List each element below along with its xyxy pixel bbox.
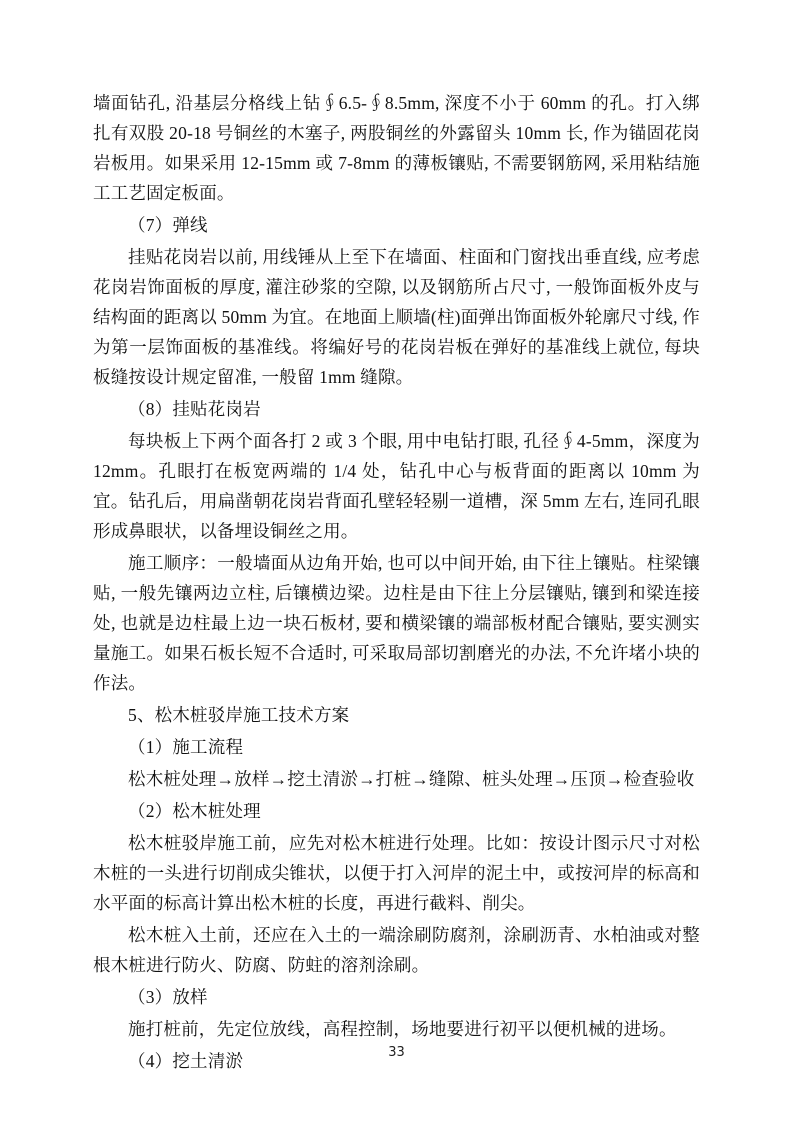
- paragraph: 施工顺序：一般墙面从边角开始, 也可以中间开始, 由下往上镶贴。柱梁镶贴, 一般先镶两边立柱, 后镶横边梁。边柱是由下往上分层镶贴, 镶到和梁连接处, 也就是边柱最上边一块石板材, 要和横梁镶的端部板材配合镶贴, 要实测实量施工。如果石板长短不合适时, 可采取局部切割磨光的办法, 不允许堵小块的作法。: [93, 553, 700, 693]
- paragraph: 每块板上下两个面各打 2 或 3 个眼, 用中电钻打眼, 孔径∮4-5mm，深度为 12mm。孔眼打在板宽两端的 1/4 处，钻孔中心与板背面的距离以 10mm 为宜。钻孔后，用扁凿朝花岗岩背面孔壁轻轻剔一道槽，深 5mm 左右, 连同孔眼形成鼻眼状，以备埋设铜丝之用。: [93, 431, 700, 541]
- page-number: 33: [388, 1045, 405, 1060]
- heading-1-shigong-liucheng: （1）施工流程: [128, 737, 244, 757]
- heading-7-tanxian: （7）弹线: [128, 215, 208, 235]
- paragraph: 松木桩驳岸施工前，应先对松木桩进行处理。比如：按设计图示尺寸对松木桩的一头进行切削成尖锥状，以便于打入河岸的泥土中，或按河岸的标高和水平面的标高计算出松木桩的长度，再进行截料、削尖。: [93, 833, 700, 913]
- paragraph: 挂贴花岗岩以前, 用线锤从上至下在墙面、柱面和门窗找出垂直线, 应考虑花岗岩饰面板的厚度, 灌注砂浆的空隙, 以及钢筋所占尺寸, 一般饰面板外皮与结构面的距离以 50mm 为宜。在地面上顺墙(柱)面弹出饰面板外轮廓尺寸线, 作为第一层饰面板的基准线。将编好号的花岗岩板在弹好的基准线上就位, 每块板缝按设计规定留准, 一般留 1mm 缝隙。: [93, 247, 700, 387]
- paragraph-continuation: 墙面钻孔, 沿基层分格线上钻∮6.5-∮8.5mm, 深度不小于 60mm 的孔。打入绑扎有双股 20-18 号铜丝的木塞子, 两股铜丝的外露留头 10mm 长, 作为锚固花岗岩板用。如果采用 12-15mm 或 7-8mm 的薄板镶贴, 不需要钢筋网, 采用粘结施工工艺固定板面。: [93, 93, 700, 203]
- paragraph: 施打桩前，先定位放线，高程控制，场地要进行初平以便机械的进场。: [128, 1019, 677, 1039]
- heading-2-songmuzhuang-chuli: （2）松木桩处理: [128, 801, 261, 821]
- paragraph: 松木桩入土前，还应在入土的一端涂刷防腐剂，涂刷沥青、水柏油或对整根木桩进行防火、防腐、防蛀的溶剂涂刷。: [93, 925, 700, 975]
- heading-3-fangyang: （3）放样: [128, 987, 208, 1007]
- process-flow-line: 松木桩处理→放样→挖土清淤→打桩→缝隙、桩头处理→压顶→检查验收: [128, 769, 695, 789]
- page-body-text: [93, 88, 700, 1078]
- heading-4-watu-qingyu: （4）挖土清淤: [128, 1051, 244, 1071]
- heading-5-songmuzhuang-plan: 5、松木桩驳岸施工技术方案: [128, 705, 350, 725]
- heading-8-guatie-huagangyan: （8）挂贴花岗岩: [128, 399, 261, 419]
